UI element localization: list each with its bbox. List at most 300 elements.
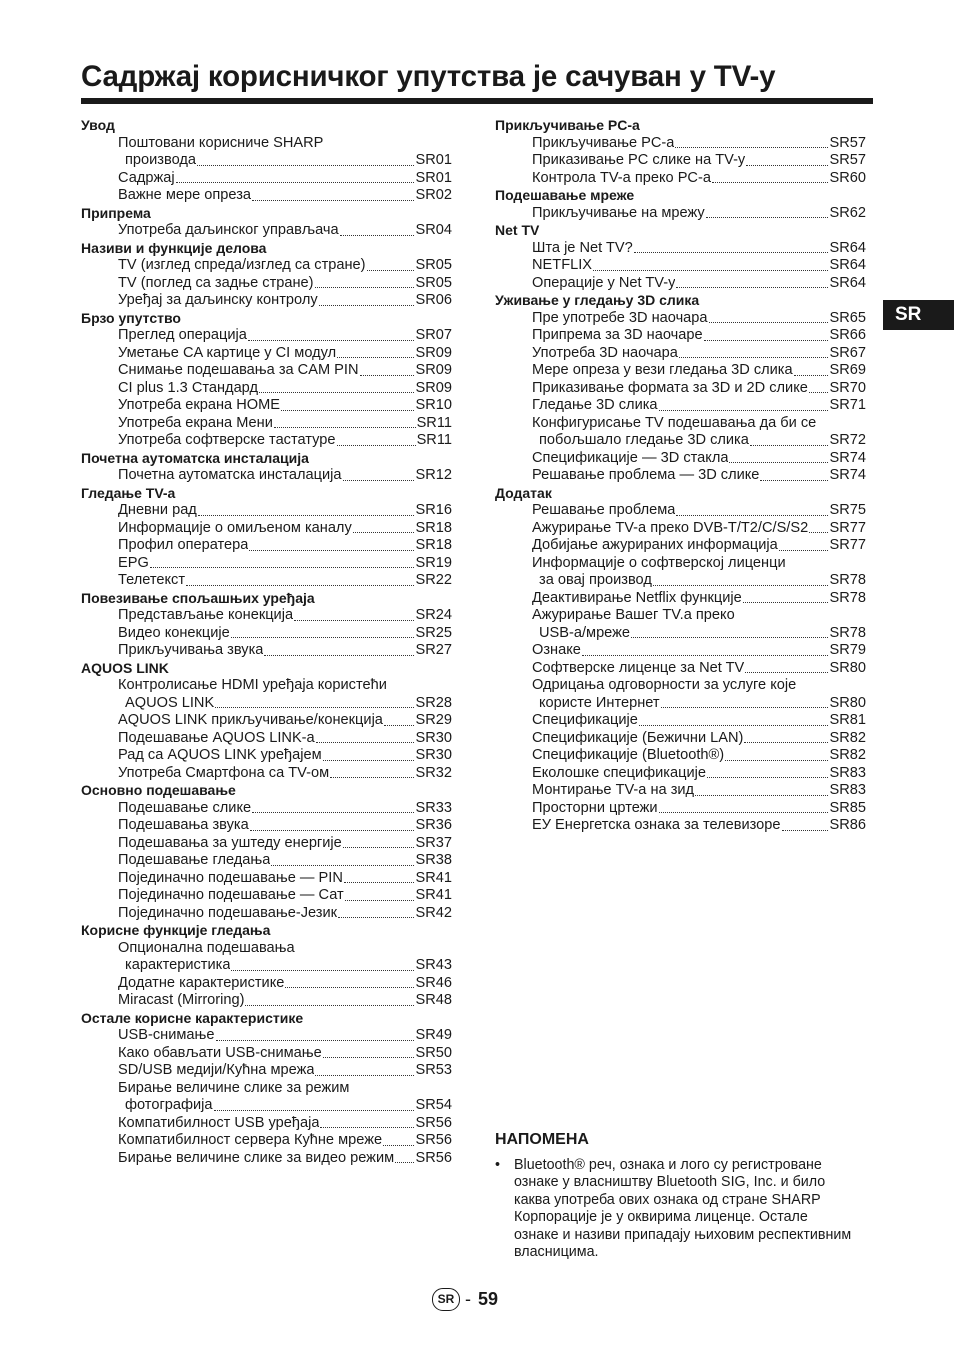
toc-entry <box>539 432 866 450</box>
toc-entry <box>532 817 866 835</box>
entry-page-ref: SR24 <box>415 607 452 623</box>
entry-page-ref: SR77 <box>829 519 866 536</box>
entry-title: Рад са AQUOS LINK уређајем <box>118 747 322 763</box>
dot-leader <box>150 567 415 568</box>
toc-entry <box>532 747 866 765</box>
entry-page-ref: SR60 <box>829 169 866 186</box>
toc-left-column <box>81 117 452 1167</box>
entry-page-ref: SR78 <box>829 572 866 588</box>
toc-entry <box>118 327 452 345</box>
dot-leader <box>216 1040 415 1041</box>
entry-title: Употреба софтверске тастатуре <box>118 432 336 448</box>
entry-title: Додатне карактеристике <box>118 974 285 991</box>
toc-entry <box>118 415 452 433</box>
dot-leader <box>593 270 828 271</box>
page-number-value: 59 <box>478 1288 499 1309</box>
entry-page-ref: SR29 <box>415 712 452 728</box>
entry-page-ref: SR46 <box>415 974 452 991</box>
toc-entry <box>118 975 452 993</box>
entry-page-ref: SR67 <box>829 344 866 361</box>
entry-title: Појединачно подешавање — PIN <box>118 869 343 886</box>
dot-leader <box>729 462 828 463</box>
dot-leader <box>316 742 415 743</box>
entry-page-ref: SR49 <box>415 1027 452 1043</box>
entry-page-ref: SR64 <box>829 239 866 256</box>
dot-leader <box>782 830 829 831</box>
dot-leader <box>285 987 414 988</box>
entry-title: Уређај за даљинску контролу <box>118 292 318 308</box>
toc-entry <box>532 520 866 538</box>
toc-entry <box>532 345 866 363</box>
entry-title: Гледање 3D слика <box>532 397 658 413</box>
entry-title-line: Контролисање HDMI уређаја користећи <box>118 677 387 693</box>
dot-leader <box>661 707 829 708</box>
toc-entry <box>118 292 452 310</box>
entry-page-ref: SR02 <box>415 187 452 203</box>
entry-title: Како обављати USB-снимање <box>118 1044 322 1061</box>
dot-leader <box>367 270 415 271</box>
entry-title-line: Конфигурисање TV подешавања да би се <box>532 414 817 431</box>
toc-entry <box>532 240 866 258</box>
entry-page-ref: SR09 <box>415 362 452 378</box>
section-heading: Прикључивање PC-а <box>495 117 640 133</box>
dot-leader <box>760 480 828 481</box>
entry-page-ref: SR41 <box>415 887 452 903</box>
dot-leader <box>215 707 414 708</box>
dot-leader <box>360 375 415 376</box>
toc-entry <box>118 555 452 573</box>
entry-page-ref: SR04 <box>415 222 452 238</box>
dot-leader <box>319 305 415 306</box>
entry-title: Снимање подешавања за CAM PIN <box>118 362 359 378</box>
entry-page-ref: SR77 <box>829 537 866 553</box>
section-heading: Подешавање мреже <box>495 187 635 203</box>
entry-title: Мере опреза у вези гледања 3D слика <box>532 362 793 378</box>
entry-title: AQUOS LINK <box>125 694 215 711</box>
section-heading: Гледање TV-а <box>81 484 176 501</box>
entry-page-ref: SR71 <box>829 397 866 413</box>
dot-leader <box>631 637 828 638</box>
dot-leader <box>659 410 829 411</box>
entry-title: Спецификације <box>532 712 638 728</box>
entry-title: Преглед операција <box>118 327 247 343</box>
entry-page-ref: SR10 <box>415 397 452 413</box>
note-bullet: • <box>495 1157 501 1173</box>
entry-page-ref: SR07 <box>415 327 452 343</box>
entry-title-line: Ажурирање Вашег TV.а преко <box>532 607 735 623</box>
toc-entry <box>125 957 452 975</box>
entry-title: Подешавање гледања <box>118 852 271 868</box>
entry-page-ref: SR06 <box>415 292 452 308</box>
dot-leader <box>343 847 415 848</box>
entry-title: Употреба Смартфона са TV-ом <box>118 764 330 781</box>
entry-page-ref: SR81 <box>829 712 866 728</box>
entry-title: Појединачно подешавање — Сат <box>118 887 344 903</box>
toc-entry <box>532 800 866 818</box>
toc-entry <box>532 380 866 398</box>
dot-leader <box>315 287 415 288</box>
entry-title: Употреба екрана Мени <box>118 414 273 431</box>
dot-leader <box>231 970 414 971</box>
entry-title: Подешавање AQUOS LINK-а <box>118 729 315 746</box>
entry-title: Појединачно подешавање-Језик <box>118 904 338 921</box>
dot-leader <box>634 252 829 253</box>
entry-title: Miracast (Mirroring) <box>118 992 245 1008</box>
dot-leader <box>383 1145 414 1146</box>
toc-entry <box>118 380 452 398</box>
entry-title: производа <box>125 152 196 168</box>
entry-page-ref: SR32 <box>415 764 452 781</box>
entry-page-ref: SR01 <box>415 169 452 186</box>
entry-page-ref: SR25 <box>415 624 452 641</box>
entry-page-ref: SR70 <box>829 379 866 396</box>
entry-title-line: Поштовани корисниче SHARP <box>118 134 324 151</box>
toc-entry <box>118 537 452 555</box>
toc-entry <box>118 730 452 748</box>
dot-leader <box>653 585 829 586</box>
entry-title: користе Интернет <box>539 694 660 711</box>
dot-leader <box>176 182 415 183</box>
entry-title: Приказивање PC слике на TV-у <box>532 152 746 168</box>
dot-leader <box>264 655 414 656</box>
dot-leader <box>197 165 414 166</box>
toc-entry <box>118 1115 452 1133</box>
entry-title: Монтирање TV-а на зид <box>532 782 695 798</box>
toc-entry <box>118 345 452 363</box>
dot-leader <box>294 620 414 621</box>
dot-leader <box>245 1005 414 1006</box>
entry-title: Дневни рад <box>118 502 197 518</box>
dot-leader <box>344 882 415 883</box>
dot-leader <box>345 900 415 901</box>
toc-entry <box>532 712 866 730</box>
entry-page-ref: SR41 <box>415 869 452 886</box>
note-block <box>495 1131 855 1261</box>
toc-entry <box>118 835 452 853</box>
entry-title-line: Опционална подешавања <box>118 939 295 956</box>
entry-title: Контрола TV-а преко PC-а <box>532 169 711 186</box>
entry-page-ref: SR56 <box>415 1149 452 1166</box>
dot-leader <box>750 445 829 446</box>
section-heading: Почетна аутоматска инсталација <box>81 449 309 466</box>
entry-title: USB-снимање <box>118 1027 215 1043</box>
entry-title: Припрема за 3D наочаре <box>532 327 703 343</box>
entry-title: Подешавање слике <box>118 799 252 816</box>
toc-entry <box>118 870 452 888</box>
dot-leader <box>794 375 829 376</box>
entry-page-ref: SR83 <box>829 782 866 798</box>
toc-entry <box>532 730 866 748</box>
toc-entry <box>125 1097 452 1115</box>
entry-page-ref: SR18 <box>415 537 452 553</box>
toc-entry <box>532 765 866 783</box>
entry-page-ref: SR50 <box>415 1044 452 1061</box>
toc-entry <box>532 642 866 660</box>
dot-leader <box>582 655 829 656</box>
entry-title: Решавање проблема <box>532 502 676 518</box>
entry-title: USB-а/мреже <box>539 624 631 641</box>
entry-page-ref: SR80 <box>829 659 866 676</box>
dot-leader <box>779 550 829 551</box>
entry-title: NETFLIX <box>532 257 593 273</box>
entry-page-ref: SR37 <box>415 834 452 851</box>
toc-entry <box>118 432 452 450</box>
entry-page-ref: SR53 <box>415 1062 452 1078</box>
entry-page-ref: SR72 <box>829 432 866 448</box>
entry-title: Телетекст <box>118 572 186 588</box>
entry-page-ref: SR80 <box>829 694 866 711</box>
toc-entry <box>532 397 866 415</box>
toc-entry <box>532 152 866 170</box>
language-badge: SR <box>432 1288 460 1311</box>
entry-title-line: Одрицања одговорности за услуге које <box>532 677 797 693</box>
section-heading: Корисне функције гледања <box>81 922 271 938</box>
toc-entry <box>118 222 452 240</box>
entry-title: Важне мере опреза <box>118 187 252 203</box>
entry-title: Бирање величине слике за видео режим <box>118 1149 395 1166</box>
entry-page-ref: SR30 <box>415 729 452 746</box>
entry-page-ref: SR09 <box>415 344 452 361</box>
dot-leader <box>259 392 415 393</box>
entry-page-ref: SR12 <box>415 467 452 483</box>
toc-entry <box>118 572 452 590</box>
toc-entry <box>532 310 866 328</box>
section-heading: Основно подешавање <box>81 782 236 798</box>
title-rule <box>81 98 873 104</box>
dot-leader <box>252 200 414 201</box>
entry-page-ref: SR30 <box>415 747 452 763</box>
entry-page-ref: SR18 <box>415 519 452 536</box>
toc-entry <box>532 205 866 223</box>
entry-page-ref: SR82 <box>829 747 866 763</box>
entry-title: Добијање ажурираних информација <box>532 537 778 553</box>
section-heading: Називи и функције делова <box>81 239 267 256</box>
toc-entry <box>118 520 452 538</box>
entry-page-ref: SR54 <box>415 1097 452 1113</box>
dot-leader <box>281 410 414 411</box>
toc-entry <box>539 695 866 713</box>
entry-title: Видео конекције <box>118 624 230 641</box>
entry-page-ref: SR57 <box>829 134 866 151</box>
entry-page-ref: SR86 <box>829 817 866 833</box>
toc-entry <box>118 1062 452 1080</box>
entry-page-ref: SR11 <box>416 432 452 448</box>
toc-entry <box>118 712 452 730</box>
dot-leader <box>809 532 828 533</box>
entry-page-ref: SR83 <box>829 764 866 781</box>
toc-entry <box>118 502 452 520</box>
dot-leader <box>340 235 415 236</box>
entry-page-ref: SR82 <box>829 729 866 746</box>
toc-entry <box>118 765 452 783</box>
entry-page-ref: SR05 <box>415 257 452 273</box>
entry-title: Спецификације (Бежични LAN) <box>532 729 744 746</box>
entry-title: Профил оператера <box>118 537 249 553</box>
toc-entry <box>118 187 452 205</box>
dot-leader <box>337 445 416 446</box>
dot-leader <box>809 392 829 393</box>
entry-title: Деактивирање Netflix функције <box>532 589 742 606</box>
entry-page-ref: SR11 <box>416 414 452 431</box>
toc-entry <box>532 590 866 608</box>
toc-entry <box>118 800 452 818</box>
toc-entry <box>118 1150 452 1168</box>
dot-leader <box>198 515 415 516</box>
entry-page-ref: SR09 <box>415 379 452 396</box>
entry-page-ref: SR78 <box>829 624 866 641</box>
entry-page-ref: SR28 <box>415 694 452 711</box>
page-dash: - <box>465 1288 471 1309</box>
section-heading: Брзо упутство <box>81 309 181 326</box>
entry-title: фотографија <box>125 1097 213 1113</box>
entry-title: Прикључивање PC-а <box>532 134 675 151</box>
section-heading: Повезивање спољашњих уређаја <box>81 589 315 606</box>
dot-leader <box>744 742 828 743</box>
toc-entry <box>125 695 452 713</box>
dot-leader <box>250 830 415 831</box>
note-title: НАПОМЕНА <box>495 1131 589 1148</box>
dot-leader <box>315 1075 414 1076</box>
note-body: Bluetooth® реч, ознака и лого су регистроване ознаке у власништву Bluetooth SIG, Inc. и било каква употреба ових ознака од стране SHARP Корпорације је у оквирима лиценце. Остале ознаке и називи припадају њиховим респективним власницима. <box>514 1157 852 1261</box>
toc-entry <box>118 887 452 905</box>
toc-entry <box>118 467 452 485</box>
entry-title: Представљање конекција <box>118 607 294 623</box>
dot-leader <box>743 602 829 603</box>
entry-title: побољшало гледање 3D слика <box>539 432 749 448</box>
entry-page-ref: SR48 <box>415 992 452 1008</box>
entry-title: Софтверске лиценце за Net TV <box>532 659 745 676</box>
dot-leader <box>695 795 828 796</box>
entry-page-ref: SR57 <box>829 152 866 168</box>
toc-entry <box>532 327 866 345</box>
entry-title: Операције у Net TV-у <box>532 274 676 291</box>
entry-page-ref: SR33 <box>415 799 452 816</box>
dot-leader <box>706 217 829 218</box>
page-number <box>432 1287 498 1311</box>
note-text <box>495 1157 855 1261</box>
toc-entry <box>118 257 452 275</box>
entry-page-ref: SR43 <box>415 957 452 973</box>
entry-page-ref: SR42 <box>415 904 452 921</box>
toc-entry <box>532 275 866 293</box>
toc-entry <box>532 135 866 153</box>
toc-entry <box>118 170 452 188</box>
entry-title: карактеристика <box>125 957 231 973</box>
dot-leader <box>709 322 829 323</box>
dot-leader <box>252 812 414 813</box>
toc-entry <box>532 170 866 188</box>
entry-page-ref: SR66 <box>829 327 866 343</box>
entry-page-ref: SR27 <box>415 642 452 658</box>
page-title: Садржај корисничког упутства је сачуван у TV-у <box>81 60 776 93</box>
toc-entry <box>532 450 866 468</box>
entry-title: Подешавања звука <box>118 817 249 833</box>
entry-page-ref: SR62 <box>829 204 866 221</box>
entry-page-ref: SR22 <box>415 572 452 588</box>
toc-entry <box>532 782 866 800</box>
toc-entry <box>118 747 452 765</box>
dot-leader <box>353 532 415 533</box>
dot-leader <box>274 427 416 428</box>
entry-title: Уметање CA картице у CI модул <box>118 344 337 361</box>
dot-leader <box>675 147 828 148</box>
entry-page-ref: SR74 <box>829 467 866 483</box>
entry-title: Приказивање формата за 3D и 2D слике <box>532 379 808 396</box>
entry-title: SD/USB медији/Кућна мрежа <box>118 1062 315 1078</box>
dot-leader <box>320 1127 414 1128</box>
toc-entry <box>118 992 452 1010</box>
toc-entry <box>118 1132 452 1150</box>
entry-page-ref: SR79 <box>829 642 866 658</box>
dot-leader <box>676 287 828 288</box>
toc-entry <box>118 1027 452 1045</box>
toc-entry <box>118 905 452 923</box>
entry-page-ref: SR56 <box>415 1132 452 1148</box>
dot-leader <box>249 550 414 551</box>
entry-title: Компатибилност сервера Кућне мреже <box>118 1132 383 1148</box>
entry-title: Подешавања за уштеду енергије <box>118 834 342 851</box>
toc-entry <box>118 642 452 660</box>
entry-title: Употреба екрана HOME <box>118 397 281 413</box>
dot-leader <box>214 1110 415 1111</box>
dot-leader <box>384 725 415 726</box>
entry-title: Шта је Net TV? <box>532 239 633 256</box>
toc-entry <box>118 607 452 625</box>
toc-entry <box>118 362 452 380</box>
entry-page-ref: SR64 <box>829 274 866 291</box>
toc-entry <box>118 625 452 643</box>
entry-title: ЕУ Енергетска ознака за телевизоре <box>532 817 781 833</box>
dot-leader <box>707 777 829 778</box>
section-heading: Уживање у гледању 3D слика <box>495 292 700 308</box>
dot-leader <box>676 515 828 516</box>
entry-title: Употреба даљинског управљача <box>118 222 339 238</box>
toc-entry <box>532 362 866 380</box>
toc-entry <box>532 537 866 555</box>
entry-title: Употреба 3D наочара <box>532 344 678 361</box>
toc-entry <box>539 625 866 643</box>
toc-entry <box>532 502 866 520</box>
entry-page-ref: SR74 <box>829 449 866 466</box>
dot-leader <box>659 812 829 813</box>
entry-title: Прикључивање на мрежу <box>532 204 705 221</box>
dot-leader <box>712 182 829 183</box>
toc-entry <box>532 467 866 485</box>
entry-page-ref: SR69 <box>829 362 866 378</box>
entry-title: Компатибилност USB уређаја <box>118 1114 320 1131</box>
entry-title-line: Информације о софтверској лиценци <box>532 554 786 571</box>
toc-entry <box>539 572 866 590</box>
dot-leader <box>231 637 415 638</box>
entry-title: TV (изглед спреда/изглед са стране) <box>118 257 366 273</box>
dot-leader <box>323 760 415 761</box>
entry-page-ref: SR01 <box>415 152 452 168</box>
entry-title: Просторни цртежи <box>532 799 658 816</box>
entry-title: Ознаке <box>532 642 581 658</box>
dot-leader <box>323 1057 415 1058</box>
toc-entry <box>532 257 866 275</box>
entry-title: Еколошке спецификације <box>532 764 706 781</box>
entry-title: Пре употребе 3D наочара <box>532 309 708 326</box>
entry-page-ref: SR75 <box>829 502 866 518</box>
dot-leader <box>679 357 829 358</box>
dot-leader <box>639 725 829 726</box>
toc-entry <box>532 660 866 678</box>
dot-leader <box>704 340 829 341</box>
entry-title: Ажурирање TV-а преко DVB-T/T2/C/S/S2 <box>532 519 809 536</box>
section-heading: Припрема <box>81 204 151 221</box>
dot-leader <box>337 357 414 358</box>
